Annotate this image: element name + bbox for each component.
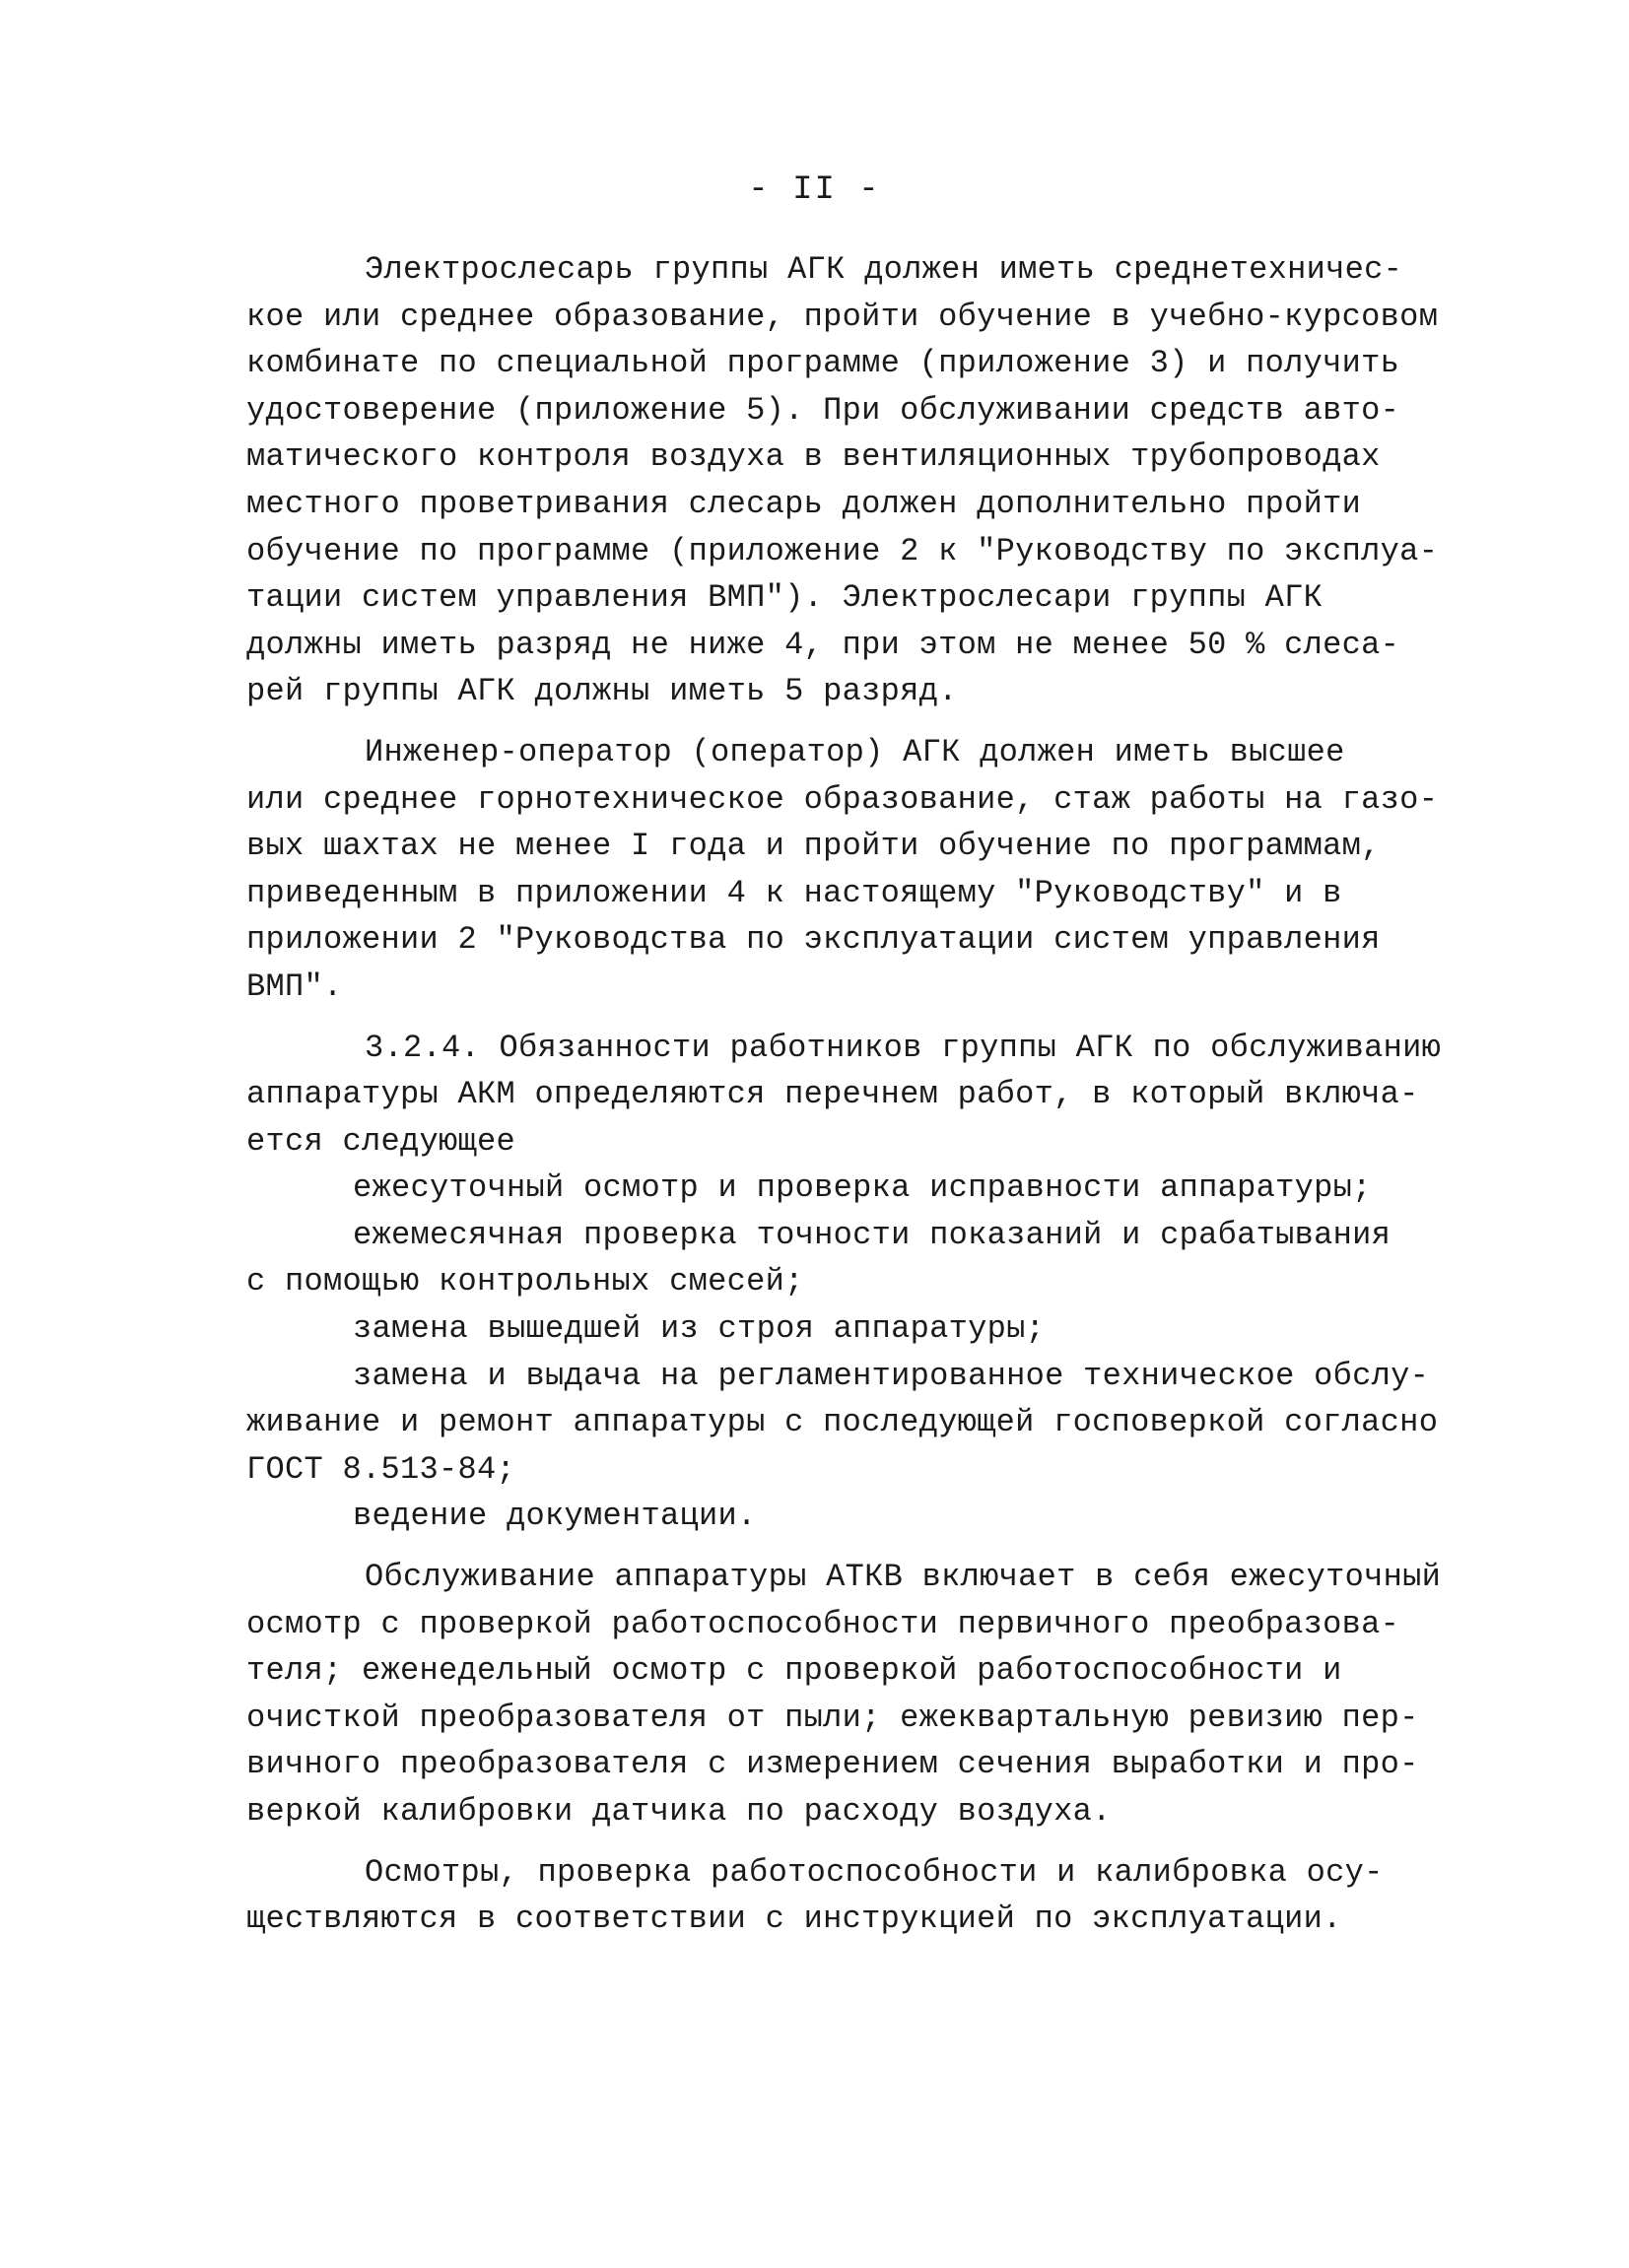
- paragraph-line: должны иметь разряд не ниже 4, при этом не менее 50 % слеса-: [246, 626, 1400, 663]
- paragraph-line: удостоверение (приложение 5). При обслуживании средств авто-: [246, 391, 1400, 429]
- paragraph-line: приведенным в приложении 4 к настоящему "Руководству" и в: [246, 874, 1342, 911]
- paragraph-line: Обслуживание аппаратуры АТКВ включает в себя ежесуточный: [365, 1559, 1442, 1596]
- paragraph-line: Электрослесарь группы АГК должен иметь среднетехничес-: [365, 251, 1403, 288]
- paragraph-line: обучение по программе (приложение 2 к "Руководству по эксплуа-: [246, 532, 1439, 569]
- paragraph-line: ществляются в соответствии с инструкцией по эксплуатации.: [246, 1901, 1342, 1938]
- paragraph-gap: [246, 715, 1399, 729]
- list-item: ведение документации.: [353, 1498, 757, 1535]
- paragraph-line: кое или среднее образование, пройти обучение в учебно-курсовом: [246, 298, 1439, 335]
- list-item: ежемесячная проверка точности показаний и срабатывания: [353, 1216, 1391, 1253]
- paragraph-line: ется следующее: [246, 1122, 516, 1160]
- page-number: - II -: [748, 171, 881, 209]
- paragraph-line: или среднее горнотехническое образование, стаж работы на газо-: [246, 780, 1439, 818]
- list-item: ежесуточный осмотр и проверка исправности аппаратуры;: [353, 1169, 1372, 1207]
- paragraph-line: приложении 2 "Руководства по эксплуатации систем управления: [246, 921, 1381, 959]
- section-heading-line: 3.2.4. Обязанности работников группы АГК по обслуживанию: [365, 1029, 1442, 1066]
- list-item: замена вышедшей из строя аппаратуры;: [353, 1310, 1046, 1348]
- paragraph-line: рей группы АГК должны иметь 5 разряд.: [246, 673, 958, 710]
- paragraph-gap: [246, 1011, 1399, 1025]
- paragraph-gap: [246, 1835, 1399, 1849]
- list-item-continuation: живание и ремонт аппаратуры с последующей госповеркой согласно: [246, 1404, 1439, 1441]
- paragraph-line: Осмотры, проверка работоспособности и калибровка осу-: [365, 1853, 1384, 1891]
- paragraph-line: очисткой преобразователя от пыли; ежеквартальную ревизию пер-: [246, 1699, 1419, 1736]
- paragraph-line: вых шахтах не менее I года и пройти обучение по программам,: [246, 828, 1381, 865]
- paragraph-line: местного проветривания слесарь должен дополнительно пройти: [246, 485, 1362, 522]
- list-item-continuation: с помощью контрольных смесей;: [246, 1263, 804, 1301]
- paragraph-line: Инженер-оператор (оператор) АГК должен иметь высшее: [365, 733, 1345, 770]
- body-text: [246, 246, 1442, 1943]
- paragraph-line: веркой калибровки датчика по расходу воздуха.: [246, 1793, 1112, 1830]
- paragraph-line: теля; еженедельный осмотр с проверкой работоспособности и: [246, 1652, 1342, 1690]
- list-item: замена и выдача на регламентированное техническое обслу-: [353, 1357, 1430, 1394]
- paragraph-line: матического контроля воздуха в вентиляционных трубопроводах: [246, 438, 1381, 476]
- paragraph-line: осмотр с проверкой работоспособности первичного преобразова-: [246, 1605, 1400, 1642]
- paragraph-line: комбинате по специальной программе (приложение 3) и получить: [246, 345, 1400, 382]
- paragraph-gap: [246, 1540, 1399, 1554]
- paragraph-line: ВМП".: [246, 967, 343, 1005]
- list-item-continuation: ГОСТ 8.513-84;: [246, 1450, 516, 1488]
- paragraph-line: тации систем управления ВМП"). Электрослесари группы АГК: [246, 579, 1324, 617]
- paragraph-line: вичного преобразователя с измерением сечения выработки и про-: [246, 1746, 1419, 1783]
- paragraph-line: аппаратуры АКМ определяются перечнем работ, в который включа-: [246, 1076, 1419, 1113]
